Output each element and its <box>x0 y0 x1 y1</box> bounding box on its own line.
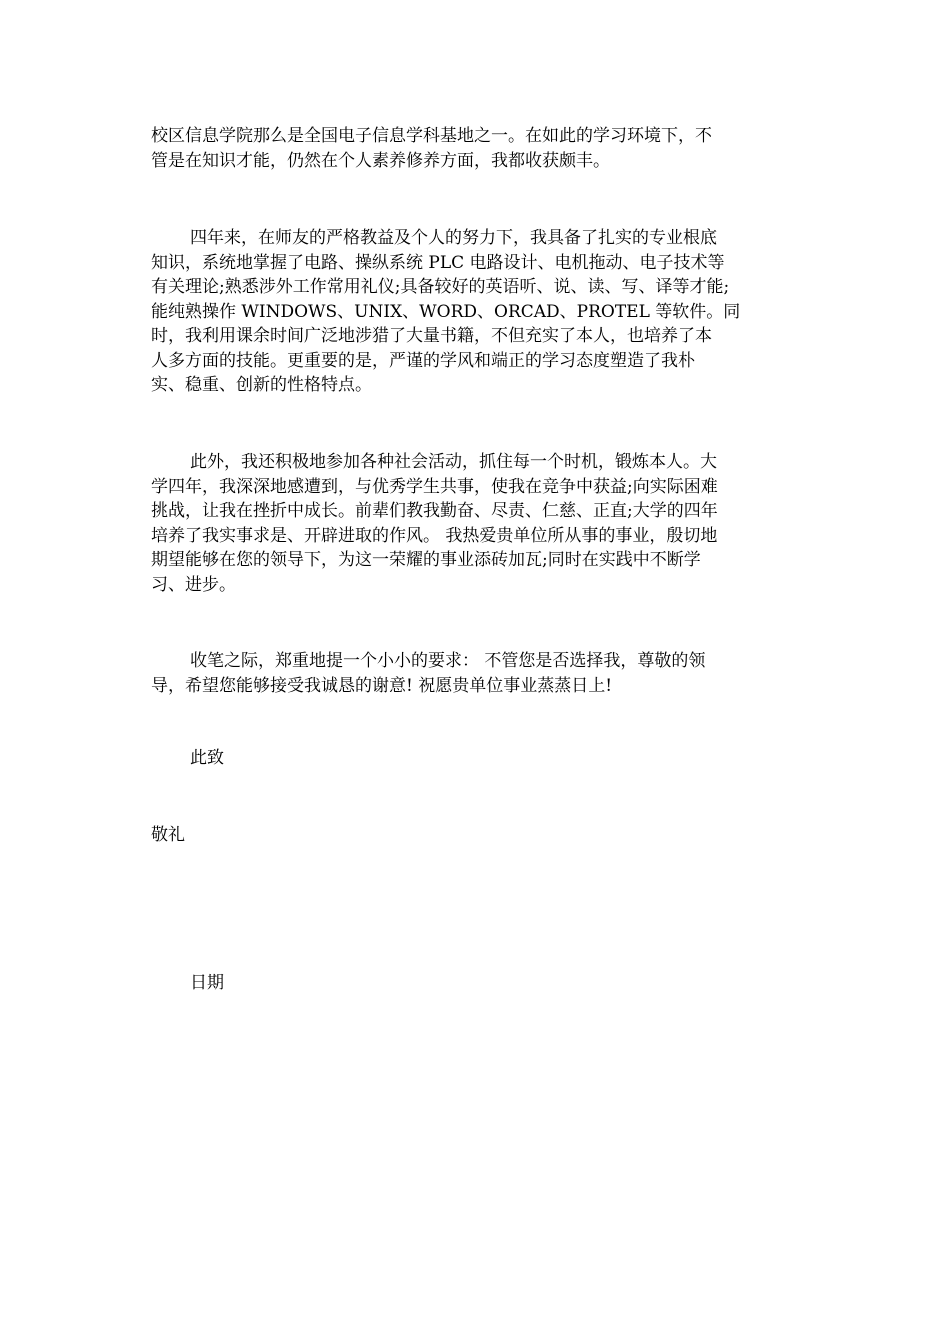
salutation-text: 敬礼 <box>151 825 185 845</box>
paragraph-2-line-6: 人多方面的技能。更重要的是，严谨的学风和端正的学习态度塑造了我朴 <box>151 351 695 371</box>
paragraph-2-line-4: 能纯熟操作 WINDOWS、UNIX、WORD、ORCAD、PROTEL 等软件。同 <box>151 302 741 322</box>
paragraph-2-line-2: 知识，系统地掌握了电路、操纵系统 PLC 电路设计、电机拖动、电子技术等 <box>151 253 725 273</box>
paragraph-2-line-7: 实、稳重、创新的性格特点。 <box>151 375 372 395</box>
paragraph-1-line-2: 管是在知识才能，仍然在个人素养修养方面，我都收获颇丰。 <box>151 151 610 171</box>
paragraph-3-line-3: 挑战，让我在挫折中成长。前辈们教我勤奋、尽责、仁慈、正直;大学的四年 <box>151 501 718 521</box>
date-label: 日期 <box>190 973 224 993</box>
paragraph-2-line-5: 时，我利用课余时间广泛地涉猎了大量书籍，不但充实了本人，也培养了本 <box>151 326 712 346</box>
paragraph-1-line-1: 校区信息学院那么是全国电子信息学科基地之一。在如此的学习环境下，不 <box>151 126 712 146</box>
paragraph-3-line-1: 此外，我还积极地参加各种社会活动，抓住每一个时机，锻炼本人。大 <box>190 452 717 472</box>
paragraph-4-line-2: 导，希望您能够接受我诚恳的谢意! 祝愿贵单位事业蒸蒸日上! <box>151 676 613 696</box>
paragraph-3-line-6: 习、进步。 <box>151 575 236 595</box>
paragraph-2-line-1: 四年来，在师友的严格教益及个人的努力下，我具备了扎实的专业根底 <box>190 228 717 248</box>
closing-text: 此致 <box>190 748 224 768</box>
paragraph-3-line-2: 学四年，我深深地感遭到，与优秀学生共事，使我在竞争中获益;向实际困难 <box>151 477 718 497</box>
paragraph-3-line-4: 培养了我实事求是、开辟进取的作风。 我热爱贵单位所从事的事业，殷切地 <box>151 526 718 546</box>
paragraph-4-line-1: 收笔之际，郑重地提一个小小的要求： 不管您是否选择我，尊敬的领 <box>190 651 706 671</box>
paragraph-3-line-5: 期望能够在您的领导下，为这一荣耀的事业添砖加瓦;同时在实践中不断学 <box>151 550 701 570</box>
paragraph-2-line-3: 有关理论;熟悉涉外工作常用礼仪;具备较好的英语听、说、读、写、译等才能; <box>151 277 730 297</box>
